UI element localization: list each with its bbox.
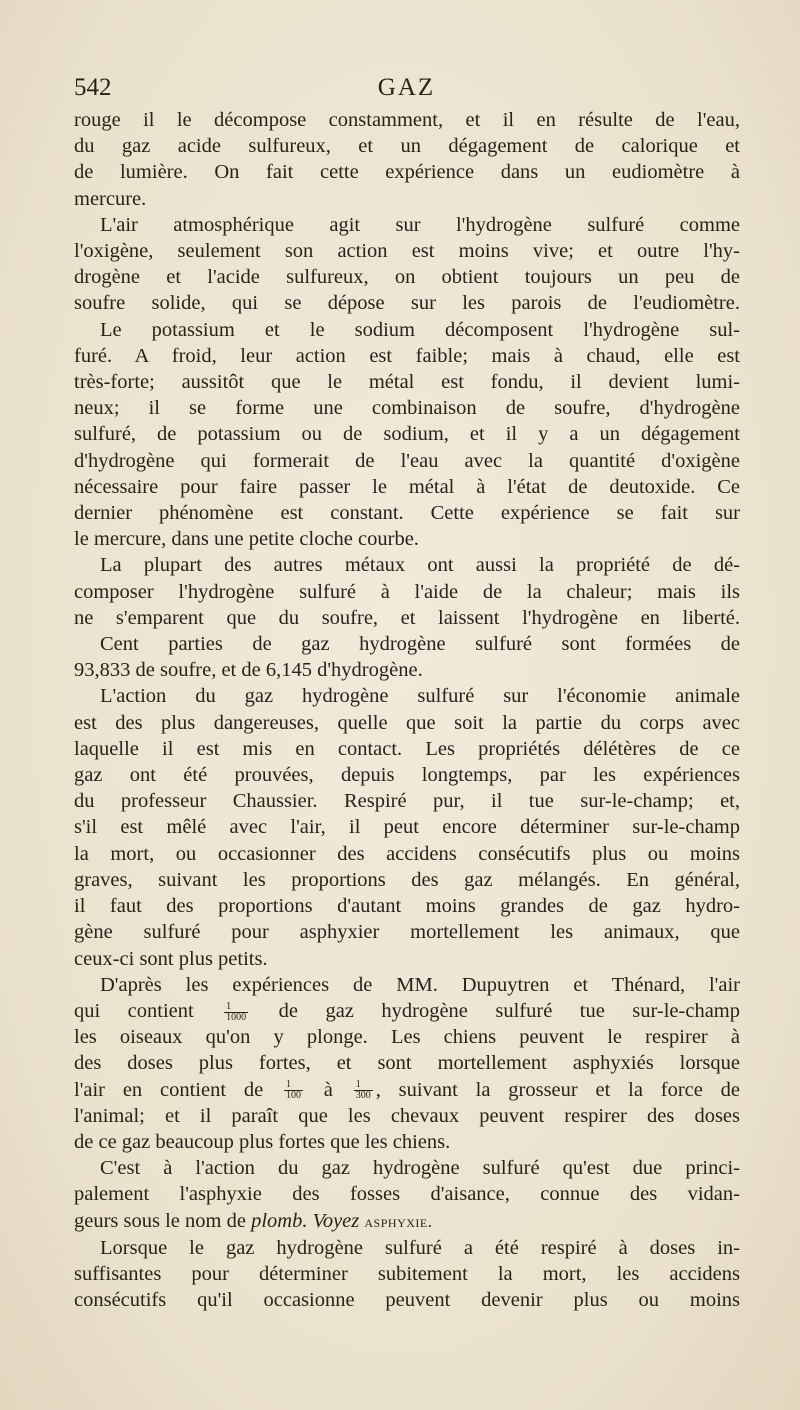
text-line: des doses plus fortes, et sont mortellement asphyxiés lorsque: [74, 1052, 740, 1075]
text-line: Le potassium et le sodium décomposent l'hydrogène sul-: [100, 318, 740, 341]
fraction-numerator: 1: [354, 1080, 373, 1091]
paragraph-7: [74, 972, 740, 1155]
text-line: de lumière. On fait cette expérience dans un eudiomètre à: [74, 161, 740, 184]
text-line: suffisantes pour déterminer subitement la mort, les accidens: [74, 1262, 740, 1285]
text-line: palement l'asphyxie des fosses d'aisance, connue des vidan-: [74, 1183, 740, 1206]
text-line: du gaz acide sulfureux, et un dégagement de calorique et: [74, 135, 740, 158]
text-line: [74, 1077, 740, 1103]
text-line: mercure.: [74, 187, 147, 210]
text-fragment: à: [323, 1078, 333, 1101]
text-line: 93,833 de soufre, et de 6,145 d'hydrogène.: [74, 659, 423, 682]
fraction-denominator: 100: [285, 1090, 301, 1102]
text-line: il faut des proportions d'autant moins grandes de gaz hydro-: [74, 895, 740, 918]
text-line: du professeur Chaussier. Respiré pur, il tue sur-le-champ; et,: [74, 790, 740, 813]
text-line: L'air atmosphérique agit sur l'hydrogène sulfuré comme: [100, 213, 740, 236]
text-line: rouge il le décompose constamment, et il en résulte de l'eau,: [74, 109, 740, 131]
running-title: GAZ: [377, 74, 436, 101]
text-line: le mercure, dans une petite cloche courbe.: [74, 528, 419, 551]
text-line: C'est à l'action du gaz hydrogène sulfuré qu'est due princi-: [100, 1157, 740, 1180]
text-line: graves, suivant les proportions des gaz mélangés. En général,: [74, 868, 740, 891]
text-line: l'oxigène, seulement son action est moins vive; et outre l'hy-: [74, 240, 740, 263]
fraction: [284, 1080, 303, 1101]
paragraph-5: [74, 631, 740, 683]
text-line: consécutifs qu'il occasionne peuvent devenir plus ou moins: [74, 1289, 740, 1312]
italic-text: plomb. Voyez: [251, 1209, 360, 1232]
text-line: [74, 998, 740, 1024]
text-line: Cent parties de gaz hydrogène sulfuré sont formées de: [100, 633, 740, 656]
text-fragment: de gaz hydrogène sulfuré tue sur-le-champ: [278, 999, 741, 1022]
paragraph-9: [74, 1235, 740, 1314]
text-line: gaz ont été prouvées, depuis longtemps, par les expériences: [74, 764, 740, 787]
text-line: nécessaire pour faire passer le métal à l'état de deutoxide. Ce: [74, 475, 740, 498]
text-line: de ce gaz beaucoup plus fortes que les chiens.: [74, 1130, 451, 1153]
text-line: Lorsque le gaz hydrogène sulfuré a été respiré à doses in-: [100, 1236, 740, 1259]
text-line: L'action du gaz hydrogène sulfuré sur l'économie animale: [100, 685, 740, 708]
paragraph-1: [74, 107, 740, 212]
text-line: est des plus dangereuses, quelle que soit la partie du corps avec: [74, 711, 740, 734]
text-line: ne s'emparent que du soufre, et laissent l'hydrogène en liberté.: [74, 606, 740, 629]
text-line: très-forte; aussitôt que le métal est fondu, il devient lumi-: [74, 371, 740, 394]
page-header: [74, 74, 739, 104]
paragraph-6: [74, 683, 740, 971]
text-line: furé. A froid, leur action est faible; mais à chaud, elle est: [74, 344, 740, 367]
text-line: [74, 1208, 740, 1235]
text-fragment: geurs sous le nom de: [74, 1209, 246, 1232]
paragraph-4: [74, 552, 740, 631]
text-line: soufre solide, qui se dépose sur les parois de l'eudiomètre.: [74, 292, 740, 315]
text-line: dernier phénomène est constant. Cette expérience se fait sur: [74, 502, 740, 525]
paragraph-3: [74, 317, 740, 553]
page-number: 542: [74, 74, 112, 101]
fraction-numerator: 1: [284, 1080, 303, 1091]
fraction: [224, 1002, 248, 1023]
text-line: composer l'hydrogène sulfuré à l'aide de la chaleur; mais ils: [74, 580, 740, 603]
fraction: [354, 1080, 373, 1101]
text-fragment: l'air en contient de: [74, 1078, 264, 1101]
text-line: neux; il se forme une combinaison de soufre, d'hydrogène: [74, 397, 740, 420]
text-fragment: , suivant la grosseur et la force de: [375, 1078, 741, 1101]
text-line: gène sulfuré pour asphyxier mortellement les animaux, que: [74, 921, 740, 944]
text-line: sulfuré, de potassium ou de sodium, et il y a un dégagement: [74, 423, 740, 446]
text-line: les oiseaux qu'on y plonge. Les chiens peuvent le respirer à: [74, 1026, 740, 1049]
text-fragment: qui contient: [74, 999, 194, 1022]
body-text: [74, 107, 740, 1313]
text-line: laquelle il est mis en contact. Les propriétés délétères de ce: [74, 737, 740, 760]
fraction-numerator: 1: [224, 1002, 248, 1013]
fraction-denominator: 300: [355, 1090, 371, 1102]
text-line: La plupart des autres métaux ont aussi la propriété de dé-: [100, 554, 740, 577]
text-line: drogène et l'acide sulfureux, on obtient toujours un peu de: [74, 266, 740, 289]
cross-reference: asphyxie.: [364, 1211, 433, 1231]
text-line: D'après les expériences de MM. Dupuytren et Thénard, l'air: [100, 973, 740, 996]
paragraph-8: [74, 1155, 740, 1235]
text-line: l'animal; et il paraît que les chevaux peuvent respirer des doses: [74, 1104, 740, 1127]
text-line: la mort, ou occasionner des accidens consécutifs plus ou moins: [74, 842, 740, 865]
text-line: s'il est mêlé avec l'air, il peut encore déterminer sur-le-champ: [74, 816, 740, 839]
paragraph-2: [74, 212, 740, 317]
text-line: ceux-ci sont plus petits.: [74, 947, 268, 970]
fraction-denominator: 1000: [226, 1011, 247, 1023]
text-line: d'hydrogène qui formerait de l'eau avec la quantité d'oxigène: [74, 449, 740, 472]
